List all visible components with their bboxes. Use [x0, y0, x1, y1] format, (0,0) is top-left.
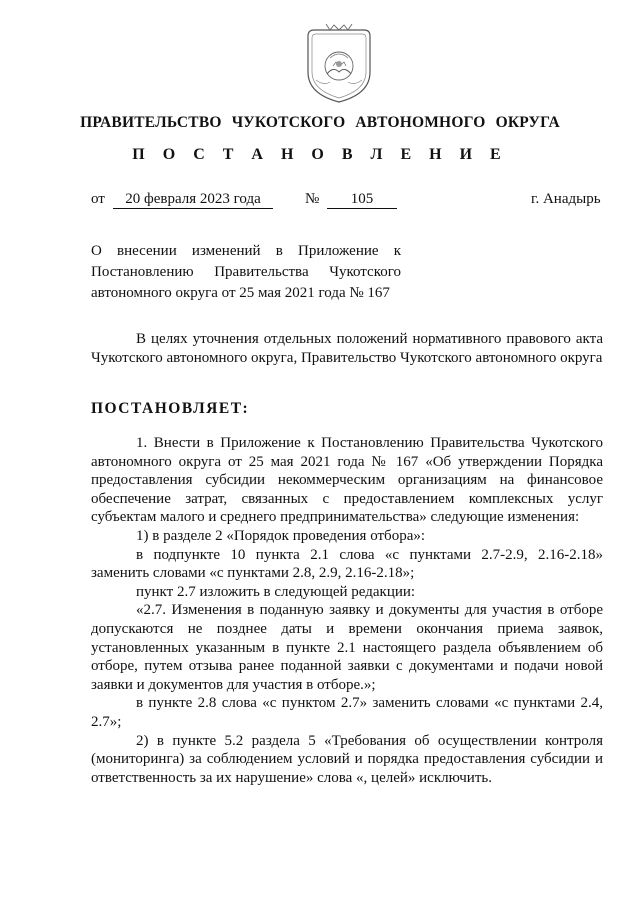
paragraph-5: «2.7. Изменения в поданную заявку и документы для участия в отборе допускаются не позднее даты и времени окончания приема заявок, установленных указанным в пункте 2.1 настоящего раздела объявлением об отборе, путем отзыва ранее поданной заявки с документами и подачи новой заявки и документов для участия в отборе.»; — [91, 602, 603, 693]
paragraph-6: в пункте 2.8 слова «с пунктом 2.7» заменить словами «с пунктами 2.4, 2.7»; — [91, 695, 603, 730]
resolves-heading: ПОСТАНОВЛЯЕТ: — [91, 400, 250, 417]
coat-of-arms-emblem — [300, 22, 378, 106]
preamble-paragraph: В целях уточнения отдельных положений нормативного правового акта Чукотского автономного округа, Правительство Чукотского автономного округа — [91, 331, 603, 366]
city: г. Анадырь — [531, 191, 601, 207]
decree-body — [91, 434, 603, 787]
subject-line-1: О внесении изменений в Приложение к — [91, 243, 401, 259]
paragraph-1: 1. Внести в Приложение к Постановлению Правительства Чукотского автономного округа от 25 мая 2021 года № 167 «Об утверждении Порядка предоставления субсидии некоммерческим организациям на финансовое обеспечение затрат, связанных с предоставлением комплексных услуг субъектам малого и среднего предпринимательства» следующие изменения: — [91, 435, 603, 526]
paragraph-7: 2) в пункте 5.2 раздела 5 «Требования об осуществлении контроля (мониторинга) за соблюдением условий и порядка предоставления субсидии и ответственность за их нарушение» слова «, целей» исключить. — [91, 732, 603, 786]
date-prefix: от — [91, 191, 105, 207]
decree-date: 20 февраля 2023 года — [113, 191, 273, 209]
decree-number: 105 — [327, 191, 397, 209]
document-type-title: П О С Т А Н О В Л Е Н И Е — [132, 146, 508, 163]
subject-line-3: автономного округа от 25 мая 2021 года № 167 — [91, 285, 390, 301]
paragraph-4: пункт 2.7 изложить в следующей редакции: — [136, 583, 416, 600]
preamble-block — [91, 330, 603, 367]
organization-title: ПРАВИТЕЛЬСТВО ЧУКОТСКОГО АВТОНОМНОГО ОКРУГА — [80, 114, 560, 131]
number-sign: № — [305, 191, 320, 207]
subject-line-2: Постановлению Правительства Чукотского — [91, 264, 401, 280]
paragraph-2: 1) в разделе 2 «Порядок проведения отбора»: — [136, 527, 426, 544]
decree-subject — [91, 241, 401, 304]
paragraph-3: в подпункте 10 пункта 2.1 слова «с пунктами 2.7-2.9, 2.16-2.18» заменить словами «с пунктами 2.8, 2.9, 2.16-2.18»; — [91, 546, 603, 582]
